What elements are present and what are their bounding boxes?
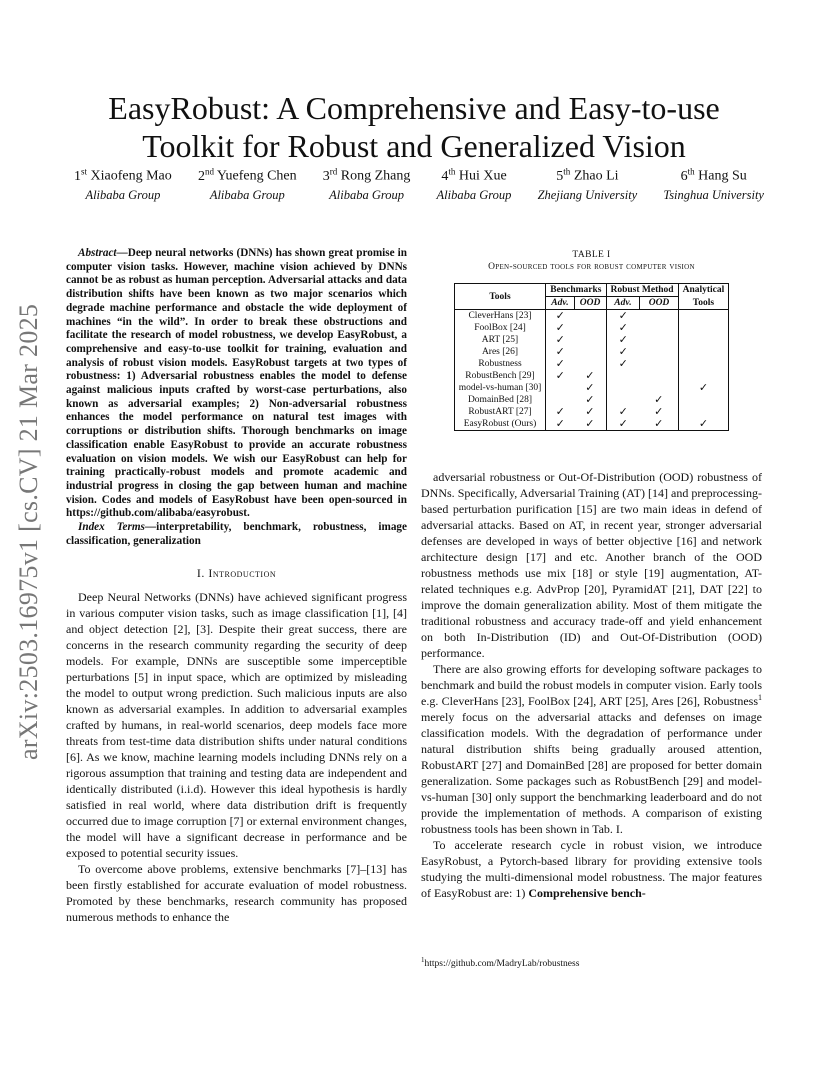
abstract xyxy=(66,247,407,521)
empty-cell xyxy=(606,382,640,394)
header-benchmarks: Benchmarks xyxy=(546,284,606,297)
empty-cell xyxy=(574,322,606,334)
header-benchmarks-adv: Adv. xyxy=(546,297,574,310)
abstract-label: Abstract xyxy=(78,247,117,259)
index-terms-text: —interpretability, benchmark, robustness, image classification, generalization xyxy=(66,521,407,547)
empty-cell xyxy=(640,334,678,346)
abstract-text: —Deep neural networks (DNNs) has shown great promise in computer vision tasks. However, machine vision achieved by DNNs cannot be as robust as human perception. Adversarial attacks and data distribution shifts have been known as two major scenarios which degrade machine performance and obstacle the wide deployment of machines “in the wild”. In order to break these obstructions and facilitate the research of model robustness, we develop EasyRobust, a comprehensive and easy-to-use toolkit for training, evaluation and analysis of robust vision models. EasyRobust targets at two types of robustness: 1) Adversarial robustness enables the model to defense against malicious inputs crafted by worst-case perturbations, also known as adversarial examples; 2) Non-adversarial robustness enhances the model performance on natural test images with corruptions or distribution shifts. Thorough benchmarks on image classification enable EasyRobust to provide an accurate robustness evaluation on vision models. We wish our EasyRobust can help for training practically-robust models and promote academic and industrial progress in closing the gap between human and machine vision. Codes and models of EasyRobust have been open-sourced in https://github.com/alibaba/easyrobust. xyxy=(66,247,407,520)
empty-cell xyxy=(640,382,678,394)
empty-cell xyxy=(546,394,574,406)
check-mark-icon: ✓ xyxy=(640,418,678,431)
tool-name: DomainBed [28] xyxy=(454,394,546,406)
empty-cell xyxy=(640,346,678,358)
empty-cell xyxy=(678,358,729,370)
header-benchmarks-ood: OOD xyxy=(574,297,606,310)
empty-cell xyxy=(678,310,729,323)
body-paragraph-features xyxy=(421,837,762,901)
check-mark-icon: ✓ xyxy=(555,370,565,382)
empty-cell xyxy=(574,346,606,358)
check-mark-icon: ✓ xyxy=(555,406,565,418)
intro-paragraph-1: Deep Neural Networks (DNNs) have achieved significant progress in various computer vision tasks, such as image classification [1], [4] and object detection [2], [3]. Despite their great success, there are concerns in the research community regarding the security of deep models. For example, DNNs are susceptible some imperceptible perturbations [5] in input space, which are optimized by misleading the model to output wrong prediction. Such malicious inputs are also known as adversarial examples. In addition to adversarial examples crafted by humans, in real-world scenarios, deep models face more threats from test-time data distribution shifts under natural conditions [6]. As we know, machine learning models including DNNs rely on a rigorous assumption that training and testing data are independent and identically distributed (i.i.d). However this ideal hypothesis is hardly satisfied in real world, where data distribution drift is frequently occurred due to image corruption [7] or external environment changes, the model will have a significant decrease in performance and be exposed to potential security issues. xyxy=(66,590,407,861)
header-tools: Tools xyxy=(454,284,546,310)
author-ordinal: 3rd xyxy=(322,166,338,184)
footnote-number: 1 xyxy=(421,956,425,964)
author-2 xyxy=(198,162,297,204)
author-ordinal: 5th xyxy=(556,166,571,184)
author-name: 3rd Rong Zhang xyxy=(322,166,411,184)
header-analytical: Analytical xyxy=(678,284,729,297)
features-paragraph-bold: Comprehensive bench- xyxy=(528,886,646,900)
empty-cell xyxy=(678,346,729,358)
empty-cell xyxy=(546,382,574,394)
author-ordinal: 1st xyxy=(74,166,88,184)
check-mark-icon: ✓ xyxy=(555,310,565,322)
tool-name: FoolBox [24] xyxy=(454,322,546,334)
features-paragraph-text: To accelerate research cycle in robust vision, we introduce EasyRobust, a Pytorch-based library for providing extensive tools studying the multi-dimensional model robustness. The major features of EasyRobust are: 1) xyxy=(421,838,762,900)
author-affiliation: Alibaba Group xyxy=(209,187,285,202)
check-mark-icon: ✓ xyxy=(618,346,628,358)
empty-cell xyxy=(574,358,606,370)
empty-cell xyxy=(574,334,606,346)
author-list xyxy=(74,162,764,204)
check-mark-icon: ✓ xyxy=(555,322,565,334)
robustness-tools-table xyxy=(454,283,730,431)
section-heading-introduction xyxy=(66,566,407,581)
header-method-adv: Adv. xyxy=(606,297,640,310)
tool-name: RobustART [27] xyxy=(454,406,546,418)
empty-cell xyxy=(640,358,678,370)
footnote xyxy=(421,954,762,970)
tool-name: Robustness xyxy=(454,358,546,370)
check-mark-icon: ✓ xyxy=(618,310,628,322)
tool-name: RobustBench [29] xyxy=(454,370,546,382)
empty-cell xyxy=(678,370,729,382)
author-name: 4th Hui Xue xyxy=(441,166,507,184)
table-row xyxy=(454,346,729,358)
table-row xyxy=(454,406,729,418)
check-mark-icon: ✓ xyxy=(678,418,729,431)
author-6 xyxy=(663,162,764,204)
tool-name: model-vs-human [30] xyxy=(454,382,546,394)
table-title: Open-sourced tools for robust computer vision xyxy=(488,262,695,272)
check-mark-icon: ✓ xyxy=(640,394,678,406)
check-mark-icon: ✓ xyxy=(618,334,628,346)
header-method-ood: OOD xyxy=(640,297,678,310)
section-number: I. xyxy=(196,566,209,581)
arxiv-identifier: arXiv:2503.16975v1 [cs.CV] 21 Mar 2025 xyxy=(14,303,43,760)
empty-cell xyxy=(606,394,640,406)
body-paragraph-ood: adversarial robustness or Out-Of-Distribution (OOD) robustness of DNNs. Specifically, Adversarial Training (AT) [14] and preprocessing-based perturbation purification [15] are two main ideas in defend of adversarial attacks. Based on AT, in recent year, stronger adversarial defenses are developed in ways of better objective [16] and network architecture design [17] and etc. Another branch of the OOD robustness methods use mix [18] or style [19] augmentation, AT-related techniques e.g. AdvProp [20], PyramidAT [21], DAT [22] to improve the domain generalization ability. Most of them mitigate the traditional robustness and accuracy trade-off and yield enhancement on both In-Distribution (ID) and Out-Of-Distribution (OOD) performance. xyxy=(421,470,762,660)
table-row xyxy=(454,322,729,334)
check-mark-icon: ✓ xyxy=(618,322,628,334)
empty-cell xyxy=(678,394,729,406)
check-mark-icon: ✓ xyxy=(546,418,574,431)
tools-paragraph-before: There are also growing efforts for developing software packages to benchmark and build the robust models in computer vision. Early tools e.g. CleverHans [23], FoolBox [24], ART [25], Ares [26], Robustness xyxy=(421,662,762,708)
author-affiliation: Alibaba Group xyxy=(329,187,405,202)
empty-cell xyxy=(678,334,729,346)
check-mark-icon: ✓ xyxy=(574,418,606,431)
empty-cell xyxy=(640,310,678,323)
tool-name: Ares [26] xyxy=(454,346,546,358)
header-analytical-tools: Tools xyxy=(678,297,729,310)
tool-name: CleverHans [23] xyxy=(454,310,546,323)
index-terms xyxy=(66,521,407,548)
author-name: 5th Zhao Li xyxy=(556,166,619,184)
author-name: 6th Hang Su xyxy=(680,166,747,184)
check-mark-icon: ✓ xyxy=(555,346,565,358)
author-name: 2nd Yuefeng Chen xyxy=(197,166,297,184)
check-mark-icon: ✓ xyxy=(574,406,606,418)
intro-paragraph-2: To overcome above problems, extensive benchmarks [7]–[13] has been firstly established for accurate evaluation of model robustness. Promoted by these benchmarks, research community has proposed numerous methods to enhance the xyxy=(66,862,407,925)
section-title: Introduction xyxy=(208,566,277,581)
check-mark-icon: ✓ xyxy=(555,334,565,346)
empty-cell xyxy=(678,322,729,334)
table-row xyxy=(454,394,729,406)
check-mark-icon: ✓ xyxy=(574,370,606,382)
check-mark-icon: ✓ xyxy=(618,358,628,370)
author-name: 1st Xiaofeng Mao xyxy=(74,166,172,184)
tools-paragraph-after: merely focus on the adversarial attacks and defenses on image classification models. With the degradation of performance under natural distribution shifts being gradually aroused attention, RobustART [27] and DomainBed [28] are proposed for better domain generalization. Some packages such as RobustBench [29] and model-vs-human [30] only support the benchmarking leaderboard and do not provide the implementation of methods. A comparison of existing robustness tools has been shown in Tab. I. xyxy=(421,710,762,836)
empty-cell xyxy=(678,406,729,418)
paper-title: EasyRobust: A Comprehensive and Easy-to-use Toolkit for Robust and Generalized Vision xyxy=(108,90,720,165)
author-3 xyxy=(323,162,411,204)
tool-name: ART [25] xyxy=(454,334,546,346)
tool-name: EasyRobust (Ours) xyxy=(454,418,546,431)
empty-cell xyxy=(640,370,678,382)
check-mark-icon: ✓ xyxy=(555,358,565,370)
table-caption xyxy=(421,249,762,273)
left-column xyxy=(66,247,407,925)
right-body-text xyxy=(421,469,762,901)
empty-cell xyxy=(606,370,640,382)
table-row xyxy=(454,382,729,394)
header-robust-method: Robust Method xyxy=(606,284,678,297)
table-row xyxy=(454,370,729,382)
right-column xyxy=(421,247,762,901)
table-row xyxy=(454,334,729,346)
check-mark-icon: ✓ xyxy=(574,394,606,406)
body-paragraph-tools xyxy=(421,661,762,837)
author-affiliation: Tsinghua University xyxy=(663,187,764,202)
table-row xyxy=(454,418,729,431)
empty-cell xyxy=(640,322,678,334)
check-mark-icon: ✓ xyxy=(640,406,678,418)
table-number: TABLE I xyxy=(572,250,611,260)
index-terms-label: Index Terms xyxy=(78,521,145,534)
author-ordinal: 4th xyxy=(441,166,456,184)
empty-cell xyxy=(574,310,606,323)
author-4 xyxy=(437,162,512,204)
table-row xyxy=(454,358,729,370)
check-mark-icon: ✓ xyxy=(678,382,729,394)
author-affiliation: Alibaba Group xyxy=(85,187,161,202)
author-ordinal: 6th xyxy=(680,166,695,184)
footnote-reference: 1 xyxy=(758,693,762,702)
author-5 xyxy=(538,162,638,204)
check-mark-icon: ✓ xyxy=(574,382,606,394)
check-mark-icon: ✓ xyxy=(606,418,640,431)
author-ordinal: 2nd xyxy=(197,166,214,184)
check-mark-icon: ✓ xyxy=(618,406,628,418)
author-1 xyxy=(74,162,172,204)
footnote-url: https://github.com/MadryLab/robustness xyxy=(424,959,580,970)
author-affiliation: Zhejiang University xyxy=(537,187,638,202)
author-affiliation: Alibaba Group xyxy=(436,187,512,202)
table-row xyxy=(454,310,729,323)
